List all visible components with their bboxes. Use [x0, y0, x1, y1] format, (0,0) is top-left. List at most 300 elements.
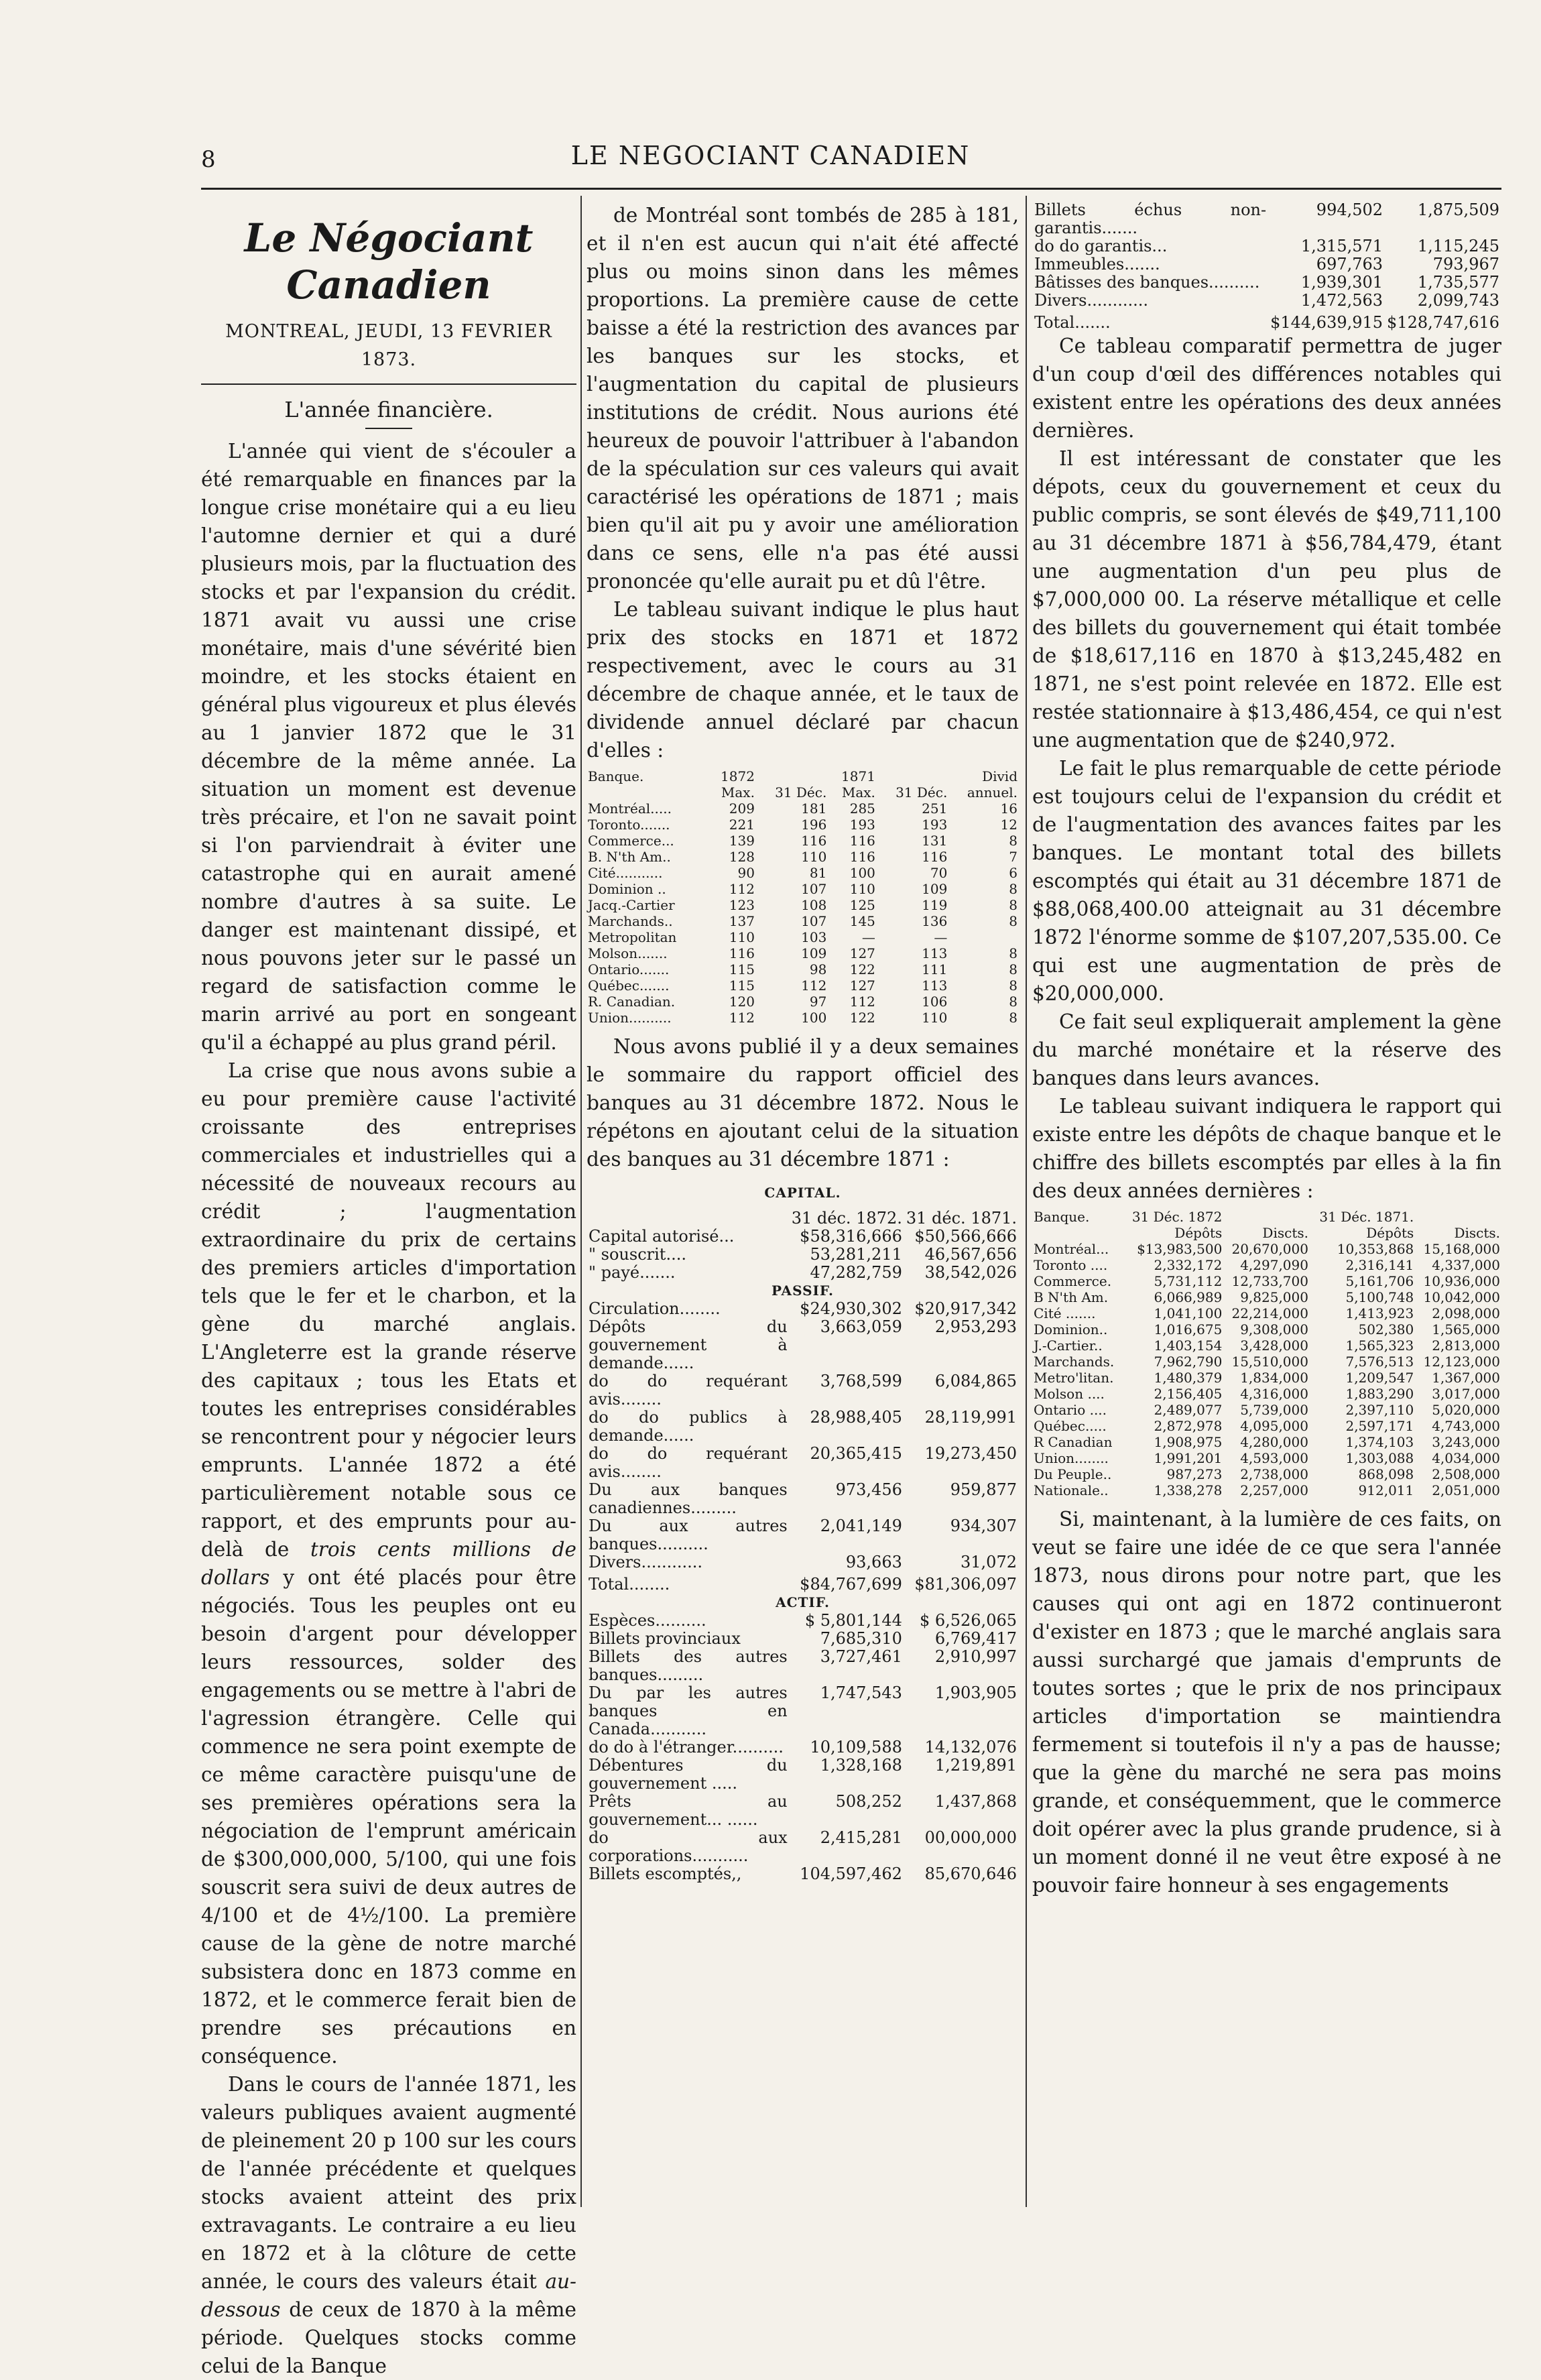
- table-cell: 31 Déc. 1871.: [1319, 1209, 1414, 1225]
- table-cell: 120: [729, 994, 755, 1010]
- table-cell: do do garantis...: [1034, 237, 1168, 255]
- table-cell: 31 Déc.: [896, 784, 948, 800]
- table-cell: Union........: [1034, 1450, 1109, 1466]
- table-cell: —: [861, 929, 875, 945]
- table-cell: 3,727,461: [820, 1647, 902, 1666]
- table-cell: Banque.: [1034, 1209, 1090, 1225]
- table-cell: 115: [729, 961, 755, 977]
- table-cell: 3,663,059: [820, 1317, 902, 1336]
- table-cell: $58,316,666: [800, 1227, 902, 1246]
- table-cell: 109: [801, 945, 827, 961]
- table-cell: 110: [922, 1010, 948, 1026]
- table-cell: 116: [849, 833, 875, 849]
- table-cell: 3,768,599: [820, 1372, 902, 1390]
- table-cell: 1,437,868: [934, 1792, 1017, 1811]
- table-row: [587, 1010, 1019, 1026]
- table-cell: $84,767,699: [800, 1575, 902, 1594]
- table-cell: 196: [801, 817, 827, 833]
- table-cell: " payé.......: [589, 1263, 676, 1282]
- table-row: [587, 1517, 1019, 1553]
- table-cell: $128,747,616: [1387, 313, 1499, 332]
- table-cell: $ 6,526,065: [919, 1611, 1017, 1630]
- table-row: [1032, 1273, 1501, 1289]
- table-cell: 4,743,000: [1432, 1418, 1500, 1434]
- table-cell: 123: [729, 897, 755, 913]
- table-cell: Total........: [589, 1575, 670, 1594]
- table-cell: 20,670,000: [1231, 1241, 1308, 1257]
- article-title: L'année financière.: [284, 397, 493, 422]
- table-cell: [877, 768, 948, 784]
- table-cell: Espèces..........: [589, 1611, 706, 1630]
- table-cell: 115: [729, 977, 755, 994]
- table-cell: 110: [801, 849, 827, 865]
- table-row: [587, 929, 1019, 945]
- table-cell: Commerce.: [1034, 1273, 1112, 1289]
- table-cell: 6,769,417: [934, 1629, 1017, 1648]
- table-row: [1032, 1370, 1501, 1386]
- table-cell: 4,095,000: [1240, 1418, 1308, 1434]
- table-cell: 93,663: [845, 1553, 902, 1571]
- table-cell: 5,161,706: [1345, 1273, 1414, 1289]
- table-cell: 125: [849, 897, 875, 913]
- table-cell: 2,953,293: [934, 1317, 1017, 1336]
- table-cell: Montréal...: [1034, 1241, 1109, 1257]
- table-cell: Du aux autres banques..........: [589, 1516, 788, 1553]
- deposit-table: [1032, 1209, 1501, 1498]
- table-row: [587, 833, 1019, 849]
- table-cell: 5,731,112: [1154, 1273, 1223, 1289]
- table-cell: 15,510,000: [1231, 1354, 1308, 1370]
- total-row: [587, 1571, 1019, 1594]
- table-cell: 2,099,743: [1417, 291, 1499, 310]
- header-rule: [201, 188, 1501, 190]
- table-cell: 1,115,245: [1417, 237, 1499, 255]
- table-cell: 4,593,000: [1240, 1450, 1308, 1466]
- table-cell: 4,034,000: [1432, 1450, 1500, 1466]
- table-cell: " souscrit....: [589, 1245, 686, 1264]
- table-cell: 193: [922, 817, 948, 833]
- table-cell: 70: [930, 865, 948, 881]
- table-cell: 137: [729, 913, 755, 929]
- table-cell: [1032, 1225, 1123, 1241]
- table-cell: $20,917,342: [914, 1299, 1017, 1318]
- paragraph: Ce fait seul expliquerait amplement la gène du marché monétaire et la réserve des banques dans leurs avances.: [1032, 1010, 1501, 1089]
- table-cell: 251: [922, 800, 948, 817]
- table-cell: do do à l'étranger..........: [589, 1738, 784, 1757]
- table-cell: Billets échus non-garantis.......: [1034, 200, 1267, 237]
- table-cell: 110: [729, 929, 755, 945]
- table-cell: 4,337,000: [1432, 1257, 1500, 1273]
- table-cell: R Canadian: [1034, 1434, 1113, 1450]
- table-row: [1032, 1241, 1501, 1257]
- table-cell: Ontario.......: [588, 961, 670, 977]
- table-cell: 1871: [841, 768, 875, 784]
- paragraph: Le fait le plus remarquable de cette période est toujours celui de l'expansion du crédit et de l'augmentation des avances faites par les banques. Le montant total des billets escomptés qui était au 31 décembre 1871 de $88,068,400.00 atteignait au 31 décembre 1872 l'énorme somme de $107,207,535.00. Ce qui est une augmentation de près de $20,000,000.: [1032, 757, 1501, 1005]
- table-cell: 2,415,281: [820, 1828, 902, 1847]
- table-cell: 2,872,978: [1154, 1418, 1223, 1434]
- table-cell: 2,156,405: [1154, 1386, 1223, 1402]
- table-cell: 1,303,088: [1345, 1450, 1414, 1466]
- table-row: [587, 1264, 1019, 1282]
- table-cell: 8: [1009, 833, 1018, 849]
- table-cell: 502,380: [1358, 1321, 1414, 1337]
- table-cell: 1,747,543: [820, 1683, 902, 1702]
- table-cell: 85,670,646: [924, 1864, 1017, 1883]
- table-cell: [587, 784, 707, 800]
- table-cell: 15,168,000: [1423, 1241, 1500, 1257]
- table-cell: 1,480,379: [1154, 1370, 1223, 1386]
- table-cell: Bâtisses des banques..........: [1034, 273, 1260, 292]
- table-cell: 2,910,997: [934, 1647, 1017, 1666]
- table-row: [587, 1481, 1019, 1517]
- table-cell: 103: [801, 929, 827, 945]
- table-cell: Dépôts: [1174, 1225, 1223, 1241]
- table-cell: 1,413,923: [1345, 1305, 1414, 1321]
- table-cell: 111: [922, 961, 948, 977]
- table-cell: 31 déc. 1871.: [906, 1209, 1017, 1228]
- table-cell: 2,508,000: [1432, 1466, 1500, 1482]
- table-cell: do do requérant avis........: [589, 1444, 788, 1481]
- table-cell: Discts.: [1262, 1225, 1308, 1241]
- table-cell: 139: [729, 833, 755, 849]
- table-cell: 793,967: [1432, 255, 1499, 274]
- table-cell: 6,084,865: [934, 1372, 1017, 1390]
- column-1: [201, 201, 576, 2377]
- table-cell: 20,365,415: [810, 1444, 902, 1463]
- column-rule-2: [1026, 196, 1027, 2207]
- table-row: [587, 1648, 1019, 1684]
- paragraph: [201, 1057, 576, 2070]
- table-row: [587, 1553, 1019, 1571]
- table-cell: Dépôts: [1366, 1225, 1414, 1241]
- table-cell: Prêts au gouvernement... ......: [589, 1792, 788, 1829]
- table-cell: 81: [809, 865, 827, 881]
- table-header-row: [587, 1209, 1019, 1228]
- table-cell: 2,489,077: [1154, 1402, 1223, 1418]
- table-cell: Discts.: [1454, 1225, 1500, 1241]
- table-cell: 1,834,000: [1240, 1370, 1308, 1386]
- table-cell: 508,252: [835, 1792, 902, 1811]
- table-row: [587, 1738, 1019, 1757]
- table-cell: 31 Déc.: [775, 784, 827, 800]
- table-cell: 106: [922, 994, 948, 1010]
- table-cell: 9,308,000: [1240, 1321, 1308, 1337]
- table-cell: 193: [849, 817, 875, 833]
- table-cell: 116: [801, 833, 827, 849]
- table-cell: 994,502: [1316, 200, 1383, 219]
- table-row: [587, 1300, 1019, 1318]
- table-cell: Nationale..: [1034, 1482, 1109, 1498]
- table-row: [587, 1445, 1019, 1481]
- paragraph: L'année qui vient de s'écouler a été remarquable en finances par la longue crise monétaire qui a eu lieu l'automne dernier et qui a duré plusieurs mois, par la fluctuation des stocks et par l'expansion du crédit. 1871 avait vu aussi une crise monétaire, mais d'une sévérité bien moindre, et les stocks étaient en général plus vigoureux et plus élevés au 1 janvier 1872 que le 31 décembre de la même année. La situation un moment est devenue très précaire, et l'on ne savait point si l'on parviendrait à éviter une catastrophe qui en aurait amené nombre d'autres à sa suite. Le danger est maintenant dissipé, et nous pouvons jeter sur le passé un regard de satisfaction comme le marin arrivé au port en songeant qu'il a échappé au plus grand péril.: [201, 440, 576, 1054]
- table-row: [587, 817, 1019, 833]
- table-cell: Immeubles.......: [1034, 255, 1160, 274]
- table-row: [1032, 1321, 1501, 1337]
- table-cell: Molson ....: [1034, 1386, 1105, 1402]
- table-cell: 116: [729, 945, 755, 961]
- table-header-row: [1032, 1209, 1501, 1225]
- table-row: [587, 849, 1019, 865]
- table-cell: 2,813,000: [1432, 1337, 1500, 1354]
- table-cell: $24,930,302: [800, 1299, 902, 1318]
- table-cell: J.-Cartier..: [1034, 1337, 1103, 1354]
- table-cell: 22,214,000: [1231, 1305, 1308, 1321]
- page-number: 8: [201, 146, 216, 173]
- table-cell: Montréal.....: [588, 800, 672, 817]
- table-cell: [756, 768, 828, 784]
- table-cell: B. N'th Am..: [588, 849, 671, 865]
- table-cell: 221: [729, 817, 755, 833]
- table-cell: 10,353,868: [1337, 1241, 1414, 1257]
- table-cell: 28,119,991: [924, 1408, 1017, 1427]
- table-cell: Circulation........: [589, 1299, 721, 1318]
- table-cell: 1,991,201: [1154, 1450, 1223, 1466]
- table-cell: $81,306,097: [914, 1575, 1017, 1594]
- table-cell: 868,098: [1358, 1466, 1414, 1482]
- table-cell: 00,000,000: [924, 1828, 1017, 1847]
- table-cell: 1,735,577: [1417, 273, 1499, 292]
- table-cell: Jacq.-Cartier: [588, 897, 675, 913]
- text-run: y ont été placés pour être négociés. Tous les peuples ont eu besoin d'argent pour développer leurs ressources, solder des engagements ou se mettre à l'abri de l'agression étrangère. Celle qui commence ne sera point exempte de ce même caractère puisqu'une de ses premières opérations sera la négociation de l'emprunt américain de $300,000,000, 5/100, qui une fois souscrit sera suivi de deux autres de 4/100 et de 4½/100. La première cause de la gène de notre marché subsistera donc en 1873 comme en 1872, et le commerce ferait bien de prendre ses précautions en conséquence.: [201, 1566, 576, 2068]
- table-cell: 12: [1000, 817, 1018, 833]
- table-cell: 98: [809, 961, 827, 977]
- table-cell: 1,883,290: [1345, 1386, 1414, 1402]
- table-header-row: [587, 784, 1019, 800]
- table-cell: 131: [922, 833, 948, 849]
- table-cell: Dépôts du gouvernement à demande......: [589, 1317, 788, 1372]
- table-row: [1032, 1354, 1501, 1370]
- table-cell: 6: [1009, 865, 1018, 881]
- table-cell: 97: [809, 994, 827, 1010]
- table-cell: 112: [729, 1010, 755, 1026]
- table-cell: 3,243,000: [1432, 1434, 1500, 1450]
- table-cell: Du Peuple..: [1034, 1466, 1112, 1482]
- table-row: [587, 1409, 1019, 1445]
- table-cell: Billets des autres banques.........: [589, 1647, 788, 1684]
- table-cell: 285: [849, 800, 875, 817]
- table-cell: 1872: [721, 768, 755, 784]
- table-cell: Toronto.......: [588, 817, 670, 833]
- table-cell: Marchands.: [1034, 1354, 1115, 1370]
- table-cell: 119: [922, 897, 948, 913]
- table-cell: Banque.: [588, 768, 644, 784]
- section-heading-row: [587, 1282, 1019, 1300]
- table-cell: 1,939,301: [1300, 273, 1383, 292]
- table-row: [1032, 1402, 1501, 1418]
- total-row: [1032, 310, 1501, 332]
- table-cell: 128: [729, 849, 755, 865]
- table-cell: 10,042,000: [1423, 1289, 1500, 1305]
- table-cell: [1415, 1209, 1501, 1225]
- table-cell: 1,016,675: [1154, 1321, 1223, 1337]
- table-cell: Québec.......: [588, 977, 670, 994]
- table-cell: 19,273,450: [924, 1444, 1017, 1463]
- table-cell: 7: [1009, 849, 1018, 865]
- table-cell: Billets escomptés,,: [589, 1864, 742, 1883]
- table-cell: 7,685,310: [820, 1629, 902, 1648]
- table-cell: Dominion..: [1034, 1321, 1108, 1337]
- table-cell: 8: [1009, 881, 1018, 897]
- column-3: [1032, 201, 1501, 2199]
- emphasis: trois cents millions de dollars: [201, 1538, 576, 1589]
- table-cell: Divid: [982, 768, 1018, 784]
- table-cell: 1,041,100: [1154, 1305, 1223, 1321]
- table-cell: Billets provinciaux: [589, 1629, 741, 1648]
- table-cell: Marchands..: [588, 913, 673, 929]
- table-row: [587, 913, 1019, 929]
- table-row: [587, 1228, 1019, 1246]
- table-cell: 109: [922, 881, 948, 897]
- table-cell: 209: [729, 800, 755, 817]
- table-row: [587, 1684, 1019, 1738]
- table-cell: 934,307: [950, 1516, 1017, 1535]
- table-cell: $50,566,666: [914, 1227, 1017, 1246]
- title-dash: [365, 428, 412, 429]
- section-heading: PASSIF.: [771, 1283, 835, 1299]
- table-cell: 2,738,000: [1240, 1466, 1308, 1482]
- table-cell: Max.: [841, 784, 875, 800]
- table-cell: 5,100,748: [1345, 1289, 1414, 1305]
- table-cell: 912,011: [1358, 1482, 1414, 1498]
- paragraph: Le tableau suivant indiquera le rapport qui existe entre les dépôts de chaque banque et le chiffre des billets escomptés par elles à la fin des deux années dernières :: [1032, 1095, 1501, 1202]
- table-cell: 31 déc. 1872.: [791, 1209, 902, 1228]
- table-cell: Toronto ....: [1034, 1257, 1108, 1273]
- table-cell: 181: [801, 800, 827, 817]
- text-run: Dans le cours de l'année 1871, les valeurs publiques avaient augmenté de pleinement 20 p 100 sur les cours de l'année précédente et quelques stocks avaient atteint des prix extravagants. Le contraire a eu lieu en 1872 et à la clôture de cette année, le cours des valeurs était: [201, 2073, 576, 2293]
- paragraph: Il est intéressant de constater que les dépots, ceux du gouvernement et ceux du public compris, se sont élevés de $49,711,100 au 31 décembre 1871 à $56,784,479, étant une augmentation d'un peu plus de $7,000,000 00. La réserve métallique et celle des billets du gouvernement qui était tombée de $18,617,116 en 1870 à $13,245,482 en 1871, ne s'est point relevée en 1872. Elle est restée stationnaire à $13,486,454, ce qui n'est une augmentation que de $240,972.: [1032, 447, 1501, 752]
- table-cell: 38,542,026: [924, 1263, 1017, 1282]
- table-cell: R. Canadian.: [588, 994, 676, 1010]
- table-cell: Union..........: [588, 1010, 672, 1026]
- table-cell: 12,123,000: [1423, 1354, 1500, 1370]
- text-run: de ceux de 1870 à la même période. Quelques stocks comme celui de la Banque: [201, 2298, 576, 2377]
- emphasis: au-dessous: [201, 2270, 576, 2321]
- masthead-title: Le Négociant Canadien: [244, 215, 534, 308]
- table-cell: 127: [849, 977, 875, 994]
- table-cell: B N'th Am.: [1034, 1289, 1109, 1305]
- column-2: [587, 201, 1019, 2199]
- table-cell: [1223, 1209, 1310, 1225]
- table-cell: 10,936,000: [1423, 1273, 1500, 1289]
- table-cell: 1,315,571: [1300, 237, 1383, 255]
- table-cell: 4,316,000: [1240, 1386, 1308, 1402]
- table-cell: 2,316,141: [1345, 1257, 1414, 1273]
- table-cell: 112: [729, 881, 755, 897]
- paragraph: de Montréal sont tombés de 285 à 181, et il n'en est aucun qui n'ait été affecté plus ou moins sinon dans les mêmes proportions. La première cause de cette baisse a été la restriction des avances par les banques sur les stocks, et l'augmentation du capital de plusieurs institutions de crédit. Nous aurions été heureux de pouvoir l'attribuer à l'abandon de la spéculation sur ces valeurs qui avait caractérisé les opérations de 1871 ; mais bien qu'il ait pu y avoir une amélioration dans ce sens, elle n'a pas été aussi prononcée qu'elle aurait pu et dû l'être.: [587, 204, 1019, 593]
- table-cell: 2,397,110: [1345, 1402, 1414, 1418]
- table-cell: Total.......: [1034, 313, 1111, 332]
- table-row: [587, 1318, 1019, 1372]
- table-cell: Ontario ....: [1034, 1402, 1107, 1418]
- table-row: [587, 961, 1019, 977]
- table-cell: 987,273: [1166, 1466, 1223, 1482]
- table-cell: 136: [922, 913, 948, 929]
- table-cell: 2,257,000: [1240, 1482, 1308, 1498]
- table-row: [1032, 1482, 1501, 1498]
- table-cell: 3,017,000: [1432, 1386, 1500, 1402]
- table-cell: $ 5,801,144: [804, 1611, 902, 1630]
- table-cell: do do requérant avis........: [589, 1372, 788, 1409]
- table-cell: 1,565,000: [1432, 1321, 1500, 1337]
- table-cell: 116: [849, 849, 875, 865]
- table-cell: 1,403,154: [1154, 1337, 1223, 1354]
- table-cell: 8: [1009, 977, 1018, 994]
- table-row: [1032, 237, 1501, 255]
- table-cell: Divers............: [1034, 291, 1149, 310]
- table-row: [587, 1246, 1019, 1264]
- table-cell: 8: [1009, 913, 1018, 929]
- table-cell: 112: [849, 994, 875, 1010]
- table-cell: 1,338,278: [1154, 1482, 1223, 1498]
- table-cell: 4,297,090: [1240, 1257, 1308, 1273]
- text-run: La crise que nous avons subie a eu pour première cause l'activité croissante des entreprises commerciales et industrielles qui a nécessité de nouveaux recours au crédit ; l'augmentation extraordinaire du prix de certains des premiers articles d'importation tels que le fer et le charbon, et la gène du marché anglais. L'Angleterre est la grande réserve des capitaux ; tous les Etats et toutes les entreprises considérables se rencontrent pour y négocier leurs emprunts. L'année 1872 a été particulièrement notable sous ce rapport, et des emprunts pour au-delà de: [201, 1059, 576, 1561]
- table-cell: 8: [1009, 1010, 1018, 1026]
- table-cell: 31 Déc. 1872: [1131, 1209, 1223, 1225]
- table-cell: 100: [801, 1010, 827, 1026]
- table-cell: 107: [801, 881, 827, 897]
- table-row: [1032, 292, 1501, 310]
- table-cell: 113: [922, 945, 948, 961]
- table-cell: 5,020,000: [1432, 1402, 1500, 1418]
- table-cell: Cité...........: [588, 865, 663, 881]
- table-cell: do do publics à demande......: [589, 1408, 788, 1445]
- table-cell: 12,733,700: [1231, 1273, 1308, 1289]
- table-row: [587, 977, 1019, 994]
- section-heading: ACTIF.: [776, 1594, 830, 1610]
- table-cell: 2,098,000: [1432, 1305, 1500, 1321]
- table-cell: do aux corporations...........: [589, 1828, 788, 1865]
- table-cell: Metropolitan: [588, 929, 677, 945]
- table-row: [587, 1612, 1019, 1630]
- table-cell: 104,597,462: [800, 1864, 902, 1883]
- table-row: [1032, 1466, 1501, 1482]
- table-cell: Du aux banques canadiennes.........: [589, 1480, 788, 1517]
- table-cell: 1,219,891: [934, 1756, 1017, 1775]
- paragraph: Le tableau suivant indique le plus haut prix des stocks en 1871 et 1872 respectivement, avec le cours au 31 décembre de chaque année, et le taux de dividende annuel déclaré par chacun d'elles :: [587, 598, 1019, 762]
- table-cell: 100: [849, 865, 875, 881]
- table-cell: Québec.....: [1034, 1418, 1107, 1434]
- table-cell: 4,280,000: [1240, 1434, 1308, 1450]
- table-row: [587, 994, 1019, 1010]
- table-row: [1032, 1257, 1501, 1273]
- table-cell: 1,328,168: [820, 1756, 902, 1775]
- table-cell: [587, 1209, 790, 1228]
- table-cell: 110: [849, 881, 875, 897]
- table-row: [587, 1372, 1019, 1409]
- table-row: [587, 800, 1019, 817]
- table-cell: 1,903,905: [934, 1683, 1017, 1702]
- table-cell: 1,472,563: [1300, 291, 1383, 310]
- table-cell: [948, 929, 1019, 945]
- paragraph: [201, 2070, 576, 2380]
- table-cell: Cité .......: [1034, 1305, 1096, 1321]
- table-cell: Max.: [721, 784, 755, 800]
- table-row: [587, 897, 1019, 913]
- table-cell: 122: [849, 961, 875, 977]
- table-cell: 6,066,989: [1154, 1289, 1223, 1305]
- table-cell: Divers............: [589, 1553, 703, 1571]
- financial-table-continued: [1032, 201, 1501, 332]
- table-cell: 112: [801, 977, 827, 994]
- table-header-row: [587, 768, 1019, 784]
- table-cell: 1,908,975: [1154, 1434, 1223, 1450]
- table-cell: 14,132,076: [924, 1738, 1017, 1757]
- table-cell: 1,367,000: [1432, 1370, 1500, 1386]
- table-cell: 116: [922, 849, 948, 865]
- table-cell: 2,041,149: [820, 1516, 902, 1535]
- column-rule-1: [580, 196, 582, 2207]
- table-cell: 90: [737, 865, 755, 881]
